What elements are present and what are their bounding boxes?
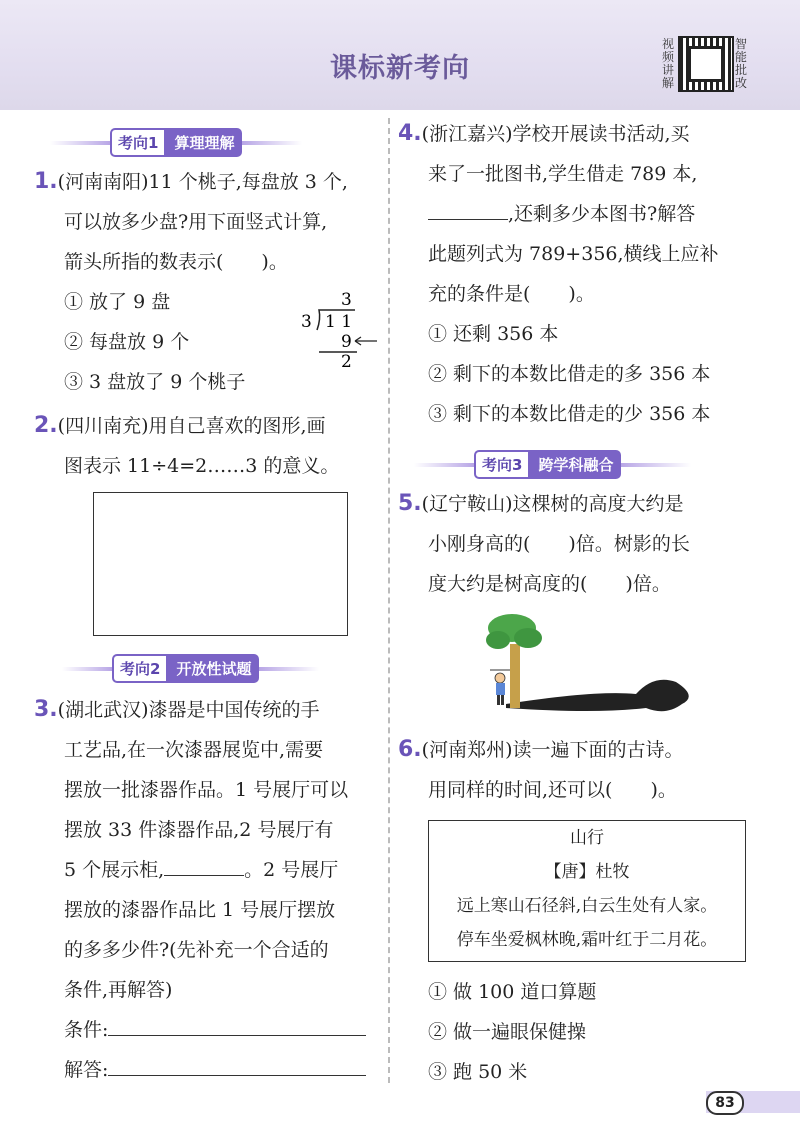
option-2[interactable]: ② 每盘放 9 个 — [64, 331, 190, 353]
poem-author: 【唐】杜牧 — [544, 862, 630, 882]
question-5 — [398, 484, 788, 604]
section-tag-3 — [414, 450, 691, 479]
question-text: 摆放一批漆器作品。1 号展厅可以 — [64, 779, 349, 801]
page-number: 83 — [706, 1091, 744, 1115]
question-2 — [34, 406, 384, 486]
division-dividend: 1 1 — [325, 312, 353, 332]
section-tag-name: 跨学科融合 — [530, 450, 621, 479]
question-text: 此题列式为 789+356,横线上应补 — [428, 243, 719, 265]
question-number: 4. — [398, 121, 422, 146]
question-text: 的多多少件?(先补充一个合适的 — [64, 939, 329, 961]
condition-input[interactable] — [108, 1035, 366, 1036]
question-source: (河南南阳) — [57, 171, 149, 193]
question-4 — [398, 114, 788, 434]
question-6 — [398, 730, 788, 810]
drawing-box[interactable] — [93, 492, 348, 636]
option-1[interactable]: ① 做 100 道口算题 — [428, 981, 597, 1003]
question-number: 6. — [398, 737, 422, 762]
video-label: 视频讲解 — [661, 37, 674, 90]
question-6-options — [398, 972, 788, 1092]
column-divider — [388, 118, 390, 1083]
question-text: 漆器是中国传统的手 — [148, 699, 320, 721]
condition-label: 条件: — [64, 1019, 109, 1041]
long-division — [295, 285, 380, 370]
question-text: ,还剩多少本图书?解答 — [508, 203, 696, 225]
poem-box — [428, 820, 746, 962]
question-source: (河南郑州) — [421, 739, 513, 761]
question-3 — [34, 690, 384, 1090]
section-tag-label: 考向3 — [474, 450, 530, 479]
division-divisor: 3 — [301, 312, 312, 332]
question-source: (辽宁鞍山) — [421, 493, 513, 515]
option-3[interactable]: ③ 剩下的本数比借走的少 356 本 — [428, 403, 711, 425]
option-3[interactable]: ③ 跑 50 米 — [428, 1061, 528, 1083]
question-text: 用同样的时间,还可以( )。 — [428, 779, 677, 801]
question-text: 这棵树的高度大约是 — [512, 493, 684, 515]
question-text: 小刚身高的( )倍。树影的长 — [428, 533, 690, 555]
question-text: 学校开展读书活动,买 — [512, 123, 690, 145]
option-2[interactable]: ② 剩下的本数比借走的多 356 本 — [428, 363, 711, 385]
tree-shadow-illustration — [476, 604, 706, 724]
question-number: 1. — [34, 169, 58, 194]
question-source: (浙江嘉兴) — [421, 123, 513, 145]
grading-label: 智能批改 — [734, 37, 747, 90]
question-text: 。2 号展厅 — [244, 859, 339, 881]
option-3[interactable]: ③ 3 盘放了 9 个桃子 — [64, 371, 246, 393]
answer-label: 解答: — [64, 1059, 109, 1081]
question-text: 来了一批图书,学生借走 789 本, — [428, 163, 698, 185]
question-number: 2. — [34, 413, 58, 438]
question-text: 摆放的漆器作品比 1 号展厅摆放 — [64, 899, 336, 921]
question-text: 11 个桃子,每盘放 3 个, — [148, 171, 348, 193]
division-quotient: 3 — [341, 290, 352, 310]
section-tag-name: 开放性试题 — [168, 654, 259, 683]
question-source: (湖北武汉) — [57, 699, 149, 721]
question-text: 度大约是树高度的( )倍。 — [428, 573, 671, 595]
poem-line-2: 停车坐爱枫林晚,霜叶红于二月花。 — [456, 930, 718, 950]
question-text: 工艺品,在一次漆器展览中,需要 — [64, 739, 324, 761]
question-source: (四川南充) — [57, 415, 149, 437]
option-1[interactable]: ① 还剩 356 本 — [428, 323, 559, 345]
answer-input[interactable] — [108, 1075, 366, 1076]
question-text: 条件,再解答) — [64, 979, 173, 1001]
page-title: 课标新考向 — [330, 53, 470, 84]
section-tag-2 — [62, 654, 319, 683]
shadow-icon — [506, 680, 689, 711]
section-tag-1 — [50, 128, 302, 157]
section-tag-label: 考向2 — [112, 654, 168, 683]
fill-blank[interactable] — [428, 219, 508, 220]
question-text: 摆放 33 件漆器作品,2 号展厅有 — [64, 819, 334, 841]
question-text: 可以放多少盘?用下面竖式计算, — [64, 211, 328, 233]
question-text: 5 个展示柜, — [64, 859, 165, 881]
question-text: 图表示 11÷4=2……3 的意义。 — [64, 455, 340, 477]
poem-line-1: 远上寒山石径斜,白云生处有人家。 — [456, 896, 718, 916]
question-text: 充的条件是( )。 — [428, 283, 595, 305]
option-1[interactable]: ① 放了 9 盘 — [64, 291, 171, 313]
qr-code-icon[interactable] — [678, 36, 734, 92]
section-tag-name: 算理理解 — [166, 128, 242, 157]
question-text: 用自己喜欢的图形,画 — [148, 415, 326, 437]
boy-icon — [495, 673, 505, 683]
question-text: 读一遍下面的古诗。 — [512, 739, 684, 761]
option-2[interactable]: ② 做一遍眼保健操 — [428, 1021, 587, 1043]
section-tag-label: 考向1 — [110, 128, 166, 157]
question-text: 箭头所指的数表示( )。 — [64, 251, 288, 273]
poem-title: 山行 — [570, 828, 604, 848]
question-number: 5. — [398, 491, 422, 516]
division-remainder: 2 — [341, 352, 352, 370]
question-number: 3. — [34, 697, 58, 722]
fill-blank[interactable] — [164, 875, 244, 876]
division-product: 9 — [341, 332, 352, 352]
tree-trunk-icon — [510, 644, 520, 708]
